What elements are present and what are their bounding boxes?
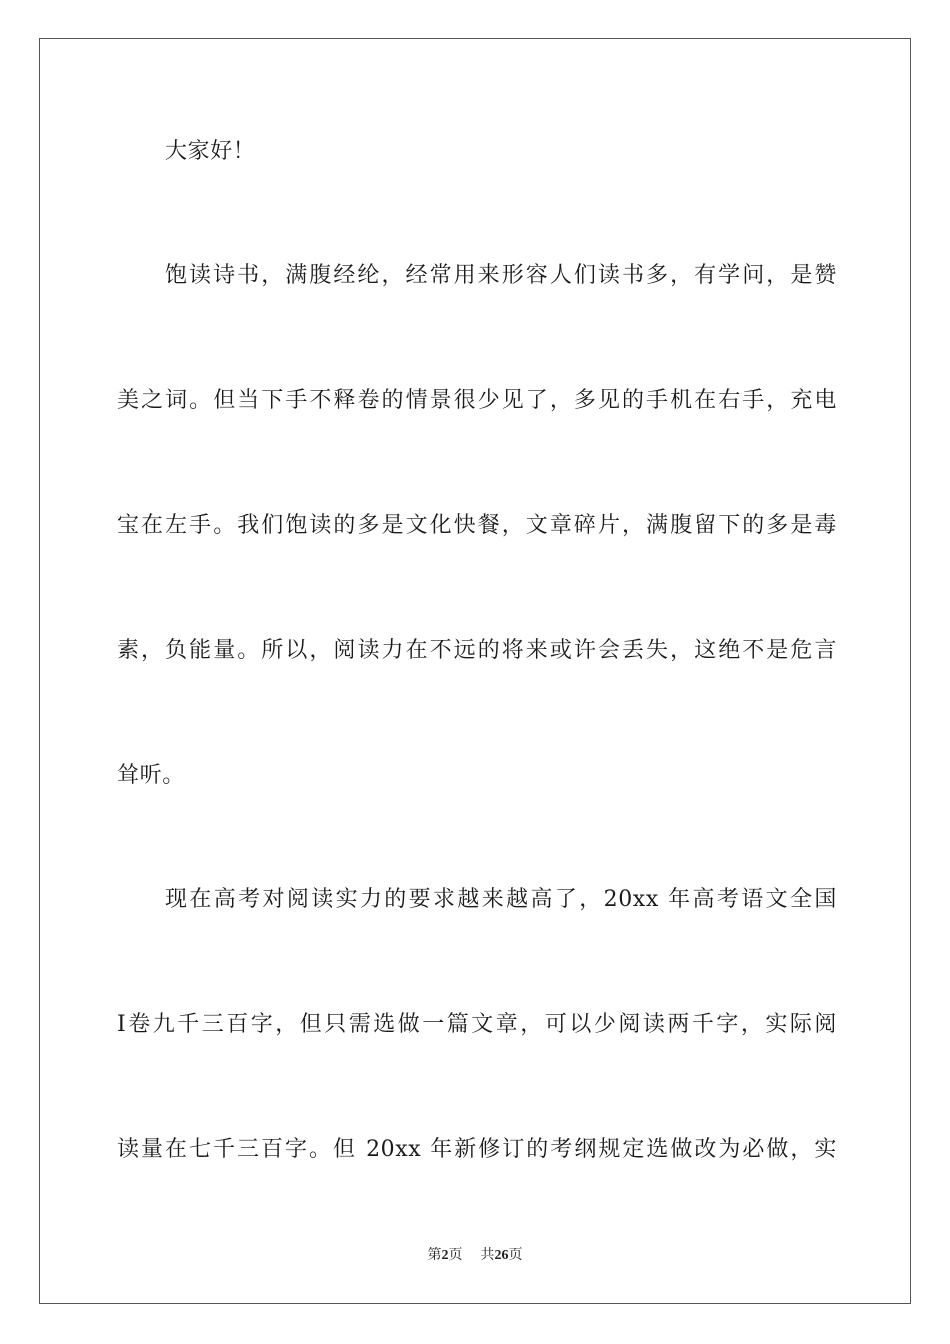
greeting-line: 大家好！ <box>165 139 256 164</box>
page-footer <box>0 1245 950 1266</box>
paragraph-line: 宝在左手。我们饱读的多是文化快餐，文章碎片，满腹留下的多是毒 <box>117 513 837 538</box>
paragraph-line: Ⅰ卷九千三百字，但只需选做一篇文章，可以少阅读两千字，实际阅 <box>117 1012 837 1037</box>
total-pages: 26 <box>494 1248 509 1263</box>
paragraph-line: 现在高考对阅读实力的要求越来越高了，20xx 年高考语文全国 <box>165 887 837 912</box>
page-suffix: 页 <box>448 1247 463 1263</box>
paragraph-line: 素，负能量。所以，阅读力在不远的将来或许会丢失，这绝不是危言 <box>117 638 837 663</box>
paragraph-line: 饱读诗书，满腹经纶，经常用来形容人们读书多，有学问，是赞 <box>165 263 837 288</box>
page-prefix: 第 <box>427 1247 442 1263</box>
paragraph-line: 读量在七千三百字。但 20xx 年新修订的考纲规定选做改为必做，实 <box>117 1137 837 1162</box>
paragraph-line: 耸听。 <box>117 763 185 788</box>
total-suffix: 页 <box>508 1247 523 1263</box>
paragraph-line: 美之词。但当下手不释卷的情景很少见了，多见的手机在右手，充电 <box>117 388 837 413</box>
total-prefix: 共 <box>480 1247 495 1263</box>
page-number: 2 <box>441 1248 449 1263</box>
page-border <box>39 38 911 1304</box>
